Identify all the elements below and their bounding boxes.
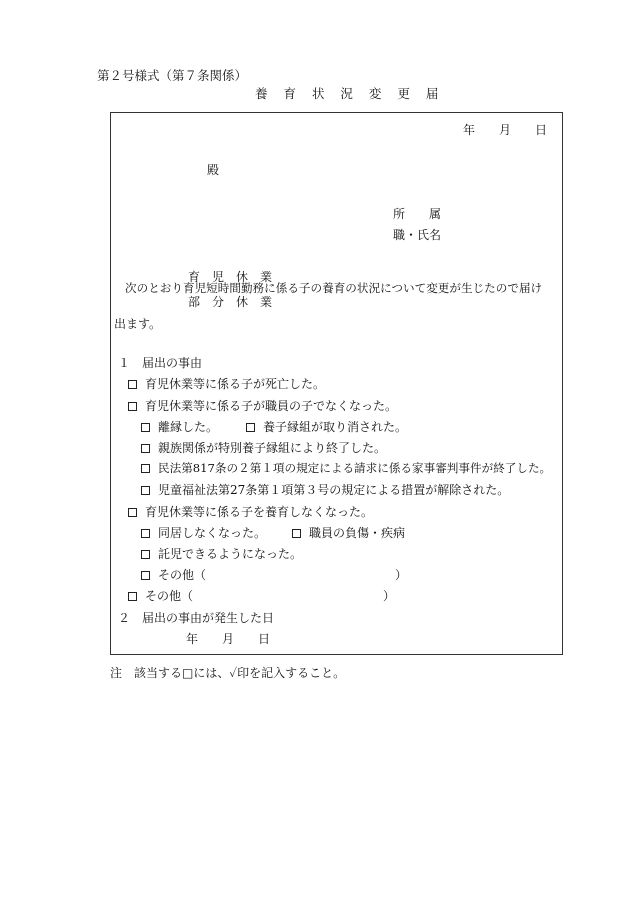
checkbox[interactable] <box>128 402 137 411</box>
checkbox[interactable] <box>141 529 150 538</box>
checkbox[interactable] <box>292 529 301 538</box>
other-inner-close: ） <box>395 568 408 582</box>
checkbox[interactable] <box>141 550 150 559</box>
date-line[interactable]: 年 月 日 <box>463 123 548 137</box>
form-title: 養 育 状 況 変 更 届 <box>255 86 445 101</box>
other-outer-close: ） <box>383 589 396 603</box>
form-label: 第２号様式（第７条関係） <box>97 68 248 83</box>
name-label: 職・氏名 <box>393 228 442 242</box>
checkbox[interactable] <box>141 571 150 580</box>
checkbox[interactable] <box>141 486 150 495</box>
body-text-line2: 出ます。 <box>114 317 162 331</box>
item-civil-code: 民法第817条の２第１項の規定による請求に係る家事審判事件が終了した。 <box>141 463 551 475</box>
item-daycare: 託児できるようになった。 <box>141 548 302 560</box>
affiliation-label: 所 属 <box>393 207 442 221</box>
leave-type-childcare: 育 児 休 業 <box>188 270 273 284</box>
checkbox[interactable] <box>246 423 255 432</box>
checkbox[interactable] <box>128 592 137 601</box>
leave-type-partial: 部 分 休 業 <box>188 295 273 309</box>
addressee-suffix: 殿 <box>207 163 220 177</box>
item-not-child: 育児休業等に係る子が職員の子でなくなった。 <box>128 400 397 412</box>
item-other-inner: その他（ <box>141 569 206 581</box>
item-adoption-cancel: 養子縁組が取り消された。 <box>246 421 407 433</box>
item-not-raising: 育児休業等に係る子を養育しなくなった。 <box>128 506 373 518</box>
checkbox[interactable] <box>141 423 150 432</box>
item-not-living: 同居しなくなった。 <box>141 527 266 539</box>
section2-date[interactable]: 年 月 日 <box>186 632 271 646</box>
checkbox[interactable] <box>128 508 137 517</box>
checkbox[interactable] <box>141 464 150 473</box>
footnote: 注 該当する□には、✓印を記入すること。 <box>110 666 346 680</box>
item-child-welfare: 児童福祉法第27条第１項第３号の規定による措置が解除された。 <box>141 484 509 496</box>
section1-heading: １ 届出の事由 <box>118 356 203 370</box>
checkbox[interactable] <box>141 444 150 453</box>
checkbox[interactable] <box>128 380 137 389</box>
item-special-adoption: 親族関係が特別養子縁組により終了した。 <box>141 442 386 454</box>
item-injury: 職員の負傷・疾病 <box>292 527 405 539</box>
body-text-line1: 次のとおり育児短時間勤務に係る子の養育の状況について変更が生じたので届け <box>125 281 543 295</box>
item-divorce: 離縁した。 <box>141 421 218 433</box>
section2-heading: ２ 届出の事由が発生した日 <box>118 611 275 625</box>
item-death: 育児休業等に係る子が死亡した。 <box>128 378 325 390</box>
item-other-outer: その他（ <box>128 590 193 602</box>
